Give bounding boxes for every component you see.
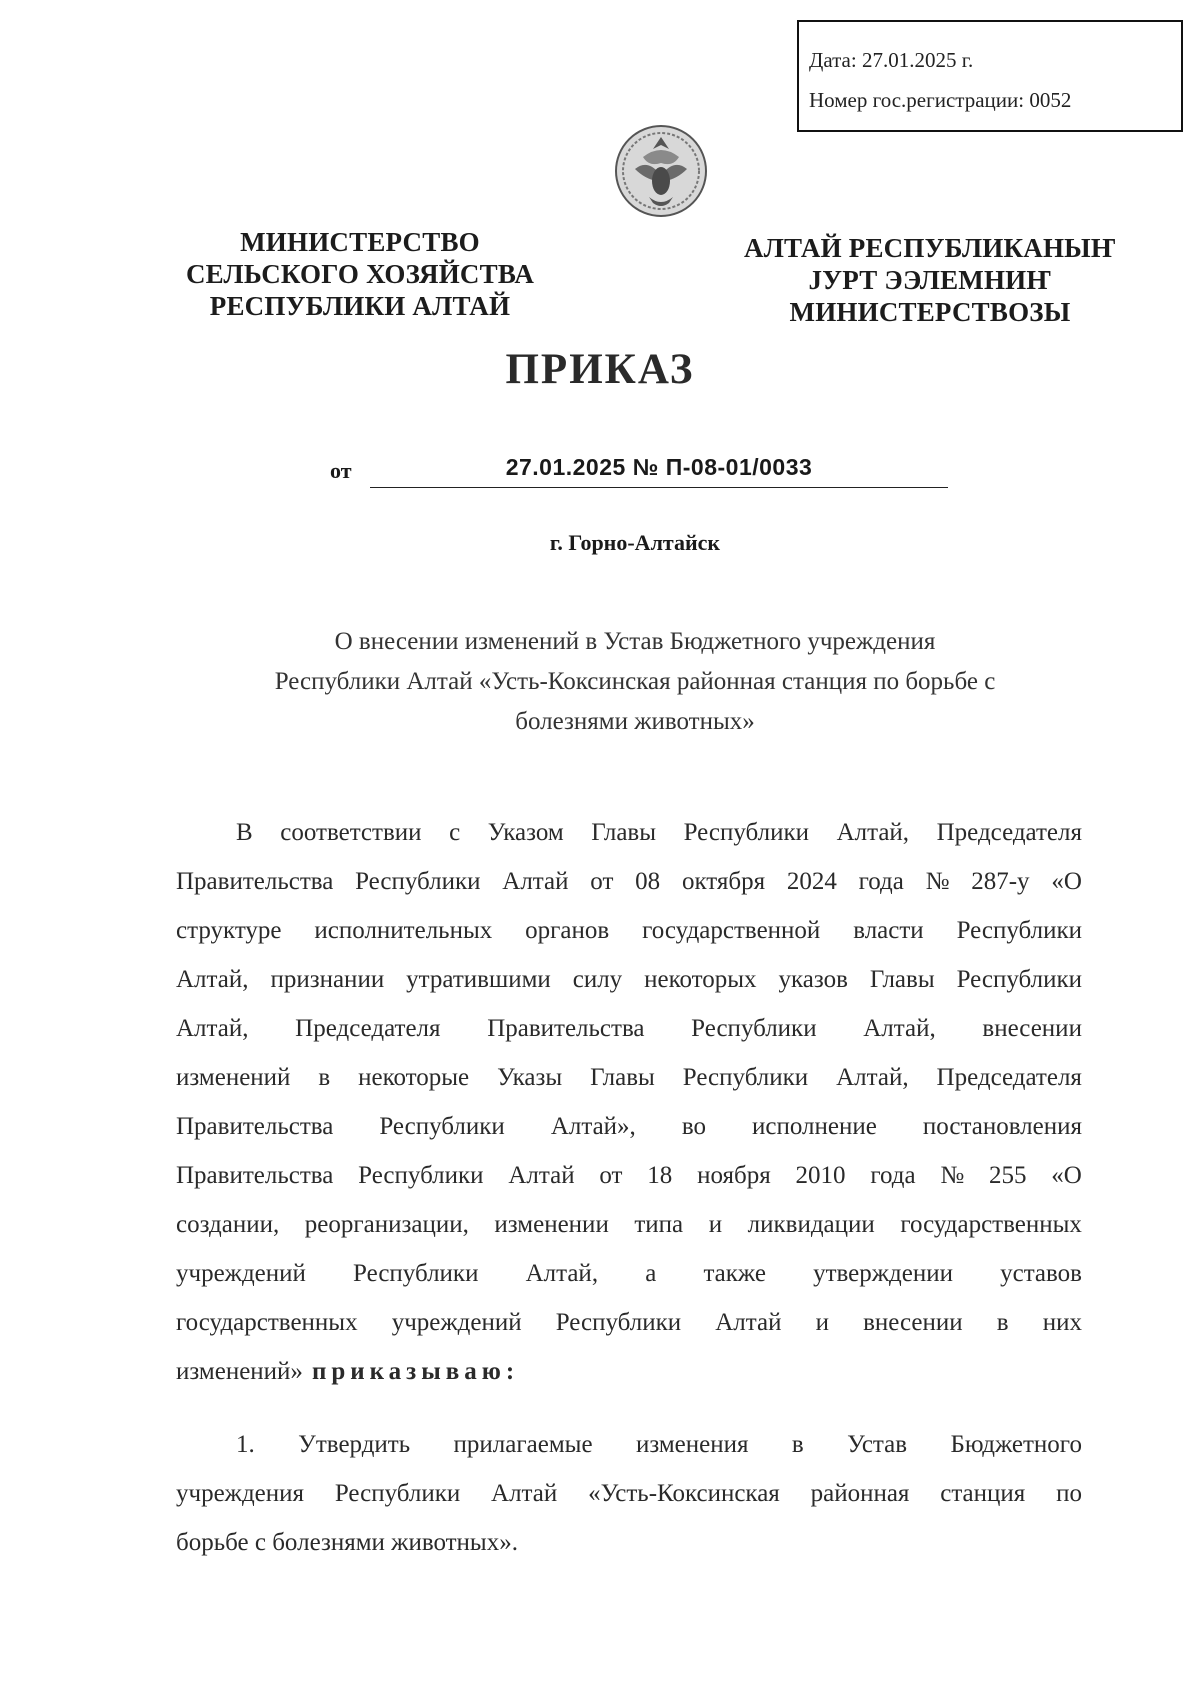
word: Правительства [176,1162,334,1189]
paragraph-line [176,1298,1082,1347]
word: Алтай, [525,1260,599,1287]
word: исполнительных [314,917,493,944]
word: Председателя [295,1015,441,1042]
word: Правительства [176,868,334,895]
word: 1. [236,1431,255,1458]
word: во [681,1113,706,1140]
word: Алтай [508,1162,575,1189]
order-number-line [330,454,950,494]
word: Республики [353,1260,479,1287]
ministry-name-altai [720,232,1140,328]
order-item-1 [176,1420,1082,1567]
word: постановления [922,1113,1082,1140]
word: Утвердить [298,1431,411,1458]
ministry-name-line: РЕСПУБЛИКИ АЛТАЙ [209,291,511,321]
word: октября [681,868,766,895]
paragraph-line [176,1200,1082,1249]
registration-number-label: Номер гос.регистрации: [809,88,1025,112]
word: структуре [176,917,282,944]
word: Алтай [491,1480,558,1507]
paragraph-line-text: борьбе с болезнями животных». [176,1529,518,1556]
subject-line: болезнями животных» [515,708,755,735]
word: внесении [863,1309,963,1336]
word: Главы [869,966,935,993]
word: учреждений [391,1309,522,1336]
word: 08 [635,868,661,895]
word: Республики [956,966,1082,993]
word: утратившими [406,966,551,993]
registration-date-value: 27.01.2025 г. [861,48,974,72]
word: ликвидации [747,1211,875,1238]
paragraph-line [176,1053,1082,1102]
ministry-name-line: ЈУРТ ЭЭЛЕМНИҤ [808,265,1052,295]
ministry-name-line: МИНИСТЕРСТВО [240,227,480,257]
word: указов [778,966,848,993]
decree-word: приказываю: [311,1358,520,1385]
paragraph-line [176,1420,1082,1469]
word: Главы [591,819,657,846]
word: Алтай, [176,966,249,993]
word: некоторых [644,966,757,993]
word: Республики [683,819,809,846]
word: года [870,1162,916,1189]
word: Алтай, [176,1015,249,1042]
paragraph-line [176,808,1082,857]
word: Правительства [176,1113,334,1140]
word: власти [853,917,924,944]
word: № [940,1162,965,1189]
word: с [449,819,461,846]
paragraph-line-text: изменений» [176,1358,303,1385]
word: Республики [691,1015,817,1042]
word: Председателя [936,819,1082,846]
word: от [590,868,614,895]
coat-of-arms-emblem [613,123,709,219]
order-number: 27.01.2025 № П-08-01/0033 [505,454,813,480]
word: станция [940,1480,1026,1507]
word: Главы [590,1064,655,1091]
word: государственной [642,917,821,944]
word: соответствии [280,819,422,846]
paragraph-line [176,1004,1082,1053]
word: и [708,1211,723,1238]
word: 18 [647,1162,673,1189]
paragraph-line [176,1102,1082,1151]
ministry-name-russian [150,226,570,322]
word: учреждений [176,1260,306,1287]
order-date-prefix: от [330,458,352,483]
paragraph-line [176,857,1082,906]
word: районная [810,1480,910,1507]
word: реорганизации, [304,1211,469,1238]
word: учреждения [176,1480,305,1507]
word: исполнение [752,1113,877,1140]
word: и [815,1309,829,1336]
word: «О [1051,1162,1082,1189]
word: в [996,1309,1009,1336]
word: также [703,1260,766,1287]
word: в [318,1064,331,1091]
word: Республики [682,1064,809,1091]
word: Председателя [936,1064,1082,1091]
word: Республики [956,917,1082,944]
word: внесении [982,1015,1082,1042]
word: государственных [176,1309,358,1336]
word: Республики [355,868,481,895]
word: утверждении [813,1260,953,1287]
registration-stamp [797,20,1183,132]
subject-line: Республики Алтай «Усть-Коксинская районная станция по борьбе с [274,668,996,695]
word: Алтай, [863,1015,936,1042]
ministry-name-line: СЕЛЬСКОГО ХОЗЯЙСТВА [185,259,535,289]
word: изменении [494,1211,609,1238]
word: 2024 [786,868,837,895]
word: Устав [847,1431,908,1458]
word: Алтай, [836,819,910,846]
registration-number-value: 0052 [1029,88,1072,112]
word: года [858,868,904,895]
word: изменений [176,1064,291,1091]
word: а [645,1260,657,1287]
word: Указом [487,819,564,846]
word: от [599,1162,623,1189]
word: 255 [989,1162,1027,1189]
word: Алтай», [550,1113,636,1140]
paragraph-line [176,906,1082,955]
registration-date-label: Дата: [809,48,857,72]
word: Алтай [502,868,569,895]
city-name: г. Горно-Алтайск [549,530,721,555]
word: Республики [555,1309,682,1336]
preamble-paragraph [176,808,1082,1396]
word: них [1042,1309,1082,1336]
order-underline [370,487,948,488]
word: Указы [497,1064,563,1091]
paragraph-line [176,1469,1082,1518]
word: Правительства [487,1015,645,1042]
order-subject [150,622,1120,742]
word: 2010 [795,1162,846,1189]
word: 287-у [971,868,1030,895]
word: Бюджетного [950,1431,1082,1458]
ministry-name-line: АЛТАЙ РЕСПУБЛИКАНЫҤ [744,233,1116,263]
word: создании, [176,1211,280,1238]
word: Алтай [715,1309,782,1336]
subject-line: О внесении изменений в Устав Бюджетного учреждения [334,628,936,655]
word: изменения [635,1431,749,1458]
paragraph-line [176,1518,1082,1567]
word: органов [525,917,610,944]
word: некоторые [358,1064,470,1091]
word: В [236,819,253,846]
word: Республики [334,1480,461,1507]
document-title: ПРИКАЗ [505,346,695,393]
registration-date-row [809,40,1181,80]
word: силу [572,966,623,993]
paragraph-line [176,1151,1082,1200]
word: государственных [900,1211,1082,1238]
word: № [925,868,950,895]
word: прилагаемые [453,1431,593,1458]
paragraph-line [176,1347,1082,1396]
word: Республики [358,1162,484,1189]
word: типа [634,1211,684,1238]
ministry-name-line: МИНИСТЕРСТВОЗЫ [789,297,1071,327]
word: по [1056,1480,1082,1507]
word: в [791,1431,804,1458]
word: признании [270,966,385,993]
word: «Усть-Коксинская [588,1480,780,1507]
word: «О [1051,868,1082,895]
word: Алтай, [836,1064,909,1091]
word: ноября [697,1162,771,1189]
paragraph-line [176,955,1082,1004]
word: уставов [1000,1260,1082,1287]
word: Республики [379,1113,505,1140]
paragraph-line [176,1249,1082,1298]
registration-number-row [809,80,1181,120]
